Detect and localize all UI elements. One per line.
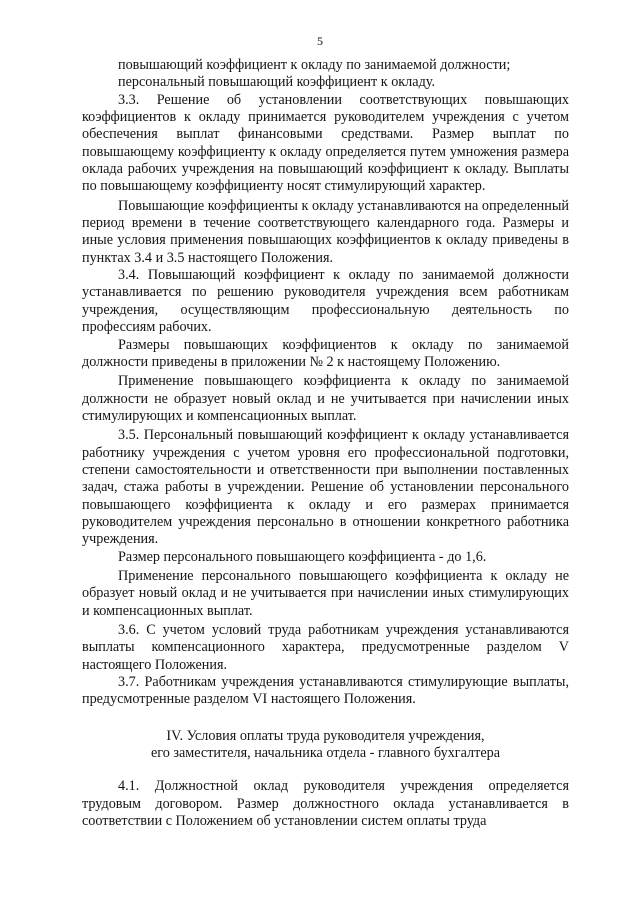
paragraph: 4.1. Должностной оклад руководителя учреждения определяется трудовым договором. Размер должностного оклада устанавливается в соответствии с Положением об установлении систем оплаты труда <box>82 778 569 830</box>
section-heading-line: IV. Условия оплаты труда руководителя учреждения, <box>166 727 485 744</box>
page-number: 5 <box>317 34 323 48</box>
paragraph: 3.5. Персональный повышающий коэффициент к окладу устанавливается работнику учреждения с учетом уровня его профессиональной подготовки, степени самостоятельности и ответственности при выполнении поставленных задач, стажа работы в учреждении. Решение об установлении персонального повышающего коэффициента к окладу и его размерах принимается руководителем учреждения персонально в отношении конкретного работника учреждения. <box>82 427 569 548</box>
paragraph: Размеры повышающих коэффициентов к окладу по занимаемой должности приведены в приложении № 2 к настоящему Положению. <box>82 336 569 370</box>
section-heading <box>82 728 569 763</box>
paragraph: 3.6. С учетом условий труда работникам учреждения устанавливаются выплаты компенсационного характера, предусмотренные разделом V настоящего Положения. <box>82 622 569 673</box>
paragraph: повышающий коэффициент к окладу по занимаемой должности; <box>118 57 511 73</box>
paragraph: Применение персонального повышающего коэффициента к окладу не образует новый оклад и не учитывается при начислении иных стимулирующих и компенсационных выплат. <box>82 567 569 619</box>
paragraph: Повышающие коэффициенты к окладу устанавливаются на определенный период времени в течение соответствующего календарного года. Размеры и иные условия применения повышающих коэффициентов к окладу приведены в пунктах 3.4 и 3.5 настоящего Положения. <box>82 197 569 266</box>
paragraph: 3.4. Повышающий коэффициент к окладу по занимаемой должности устанавливается по решению руководителя учреждения всем работникам учреждения, осуществляющим профессиональную деятельность по профессиям рабочих. <box>82 267 569 336</box>
paragraph: Размер персонального повышающего коэффициента - до 1,6. <box>118 548 487 565</box>
paragraph: 3.7. Работникам учреждения устанавливаются стимулирующие выплаты, предусмотренные разделом VI настоящего Положения. <box>82 674 569 708</box>
section-heading-line: его заместителя, начальника отдела - главного бухгалтера <box>150 745 501 762</box>
paragraph: Применение повышающего коэффициента к окладу по занимаемой должности не образует новый оклад и не учитывается при начислении иных стимулирующих и компенсационных выплат. <box>82 373 569 424</box>
paragraph: персональный повышающий коэффициент к окладу. <box>118 74 436 91</box>
paragraph: 3.3. Решение об установлении соответствующих повышающих коэффициентов к окладу принимается руководителем учреждения с учетом обеспечения выплат финансовыми средствами. Размер выплат по повышающему коэффициенту к окладу определяется путем умножения размера оклада рабочих учреждения на повышающий коэффициент к окладу. Выплаты по повышающему коэффициенту носят стимулирующий характер. <box>82 91 569 195</box>
document-body <box>82 57 569 830</box>
